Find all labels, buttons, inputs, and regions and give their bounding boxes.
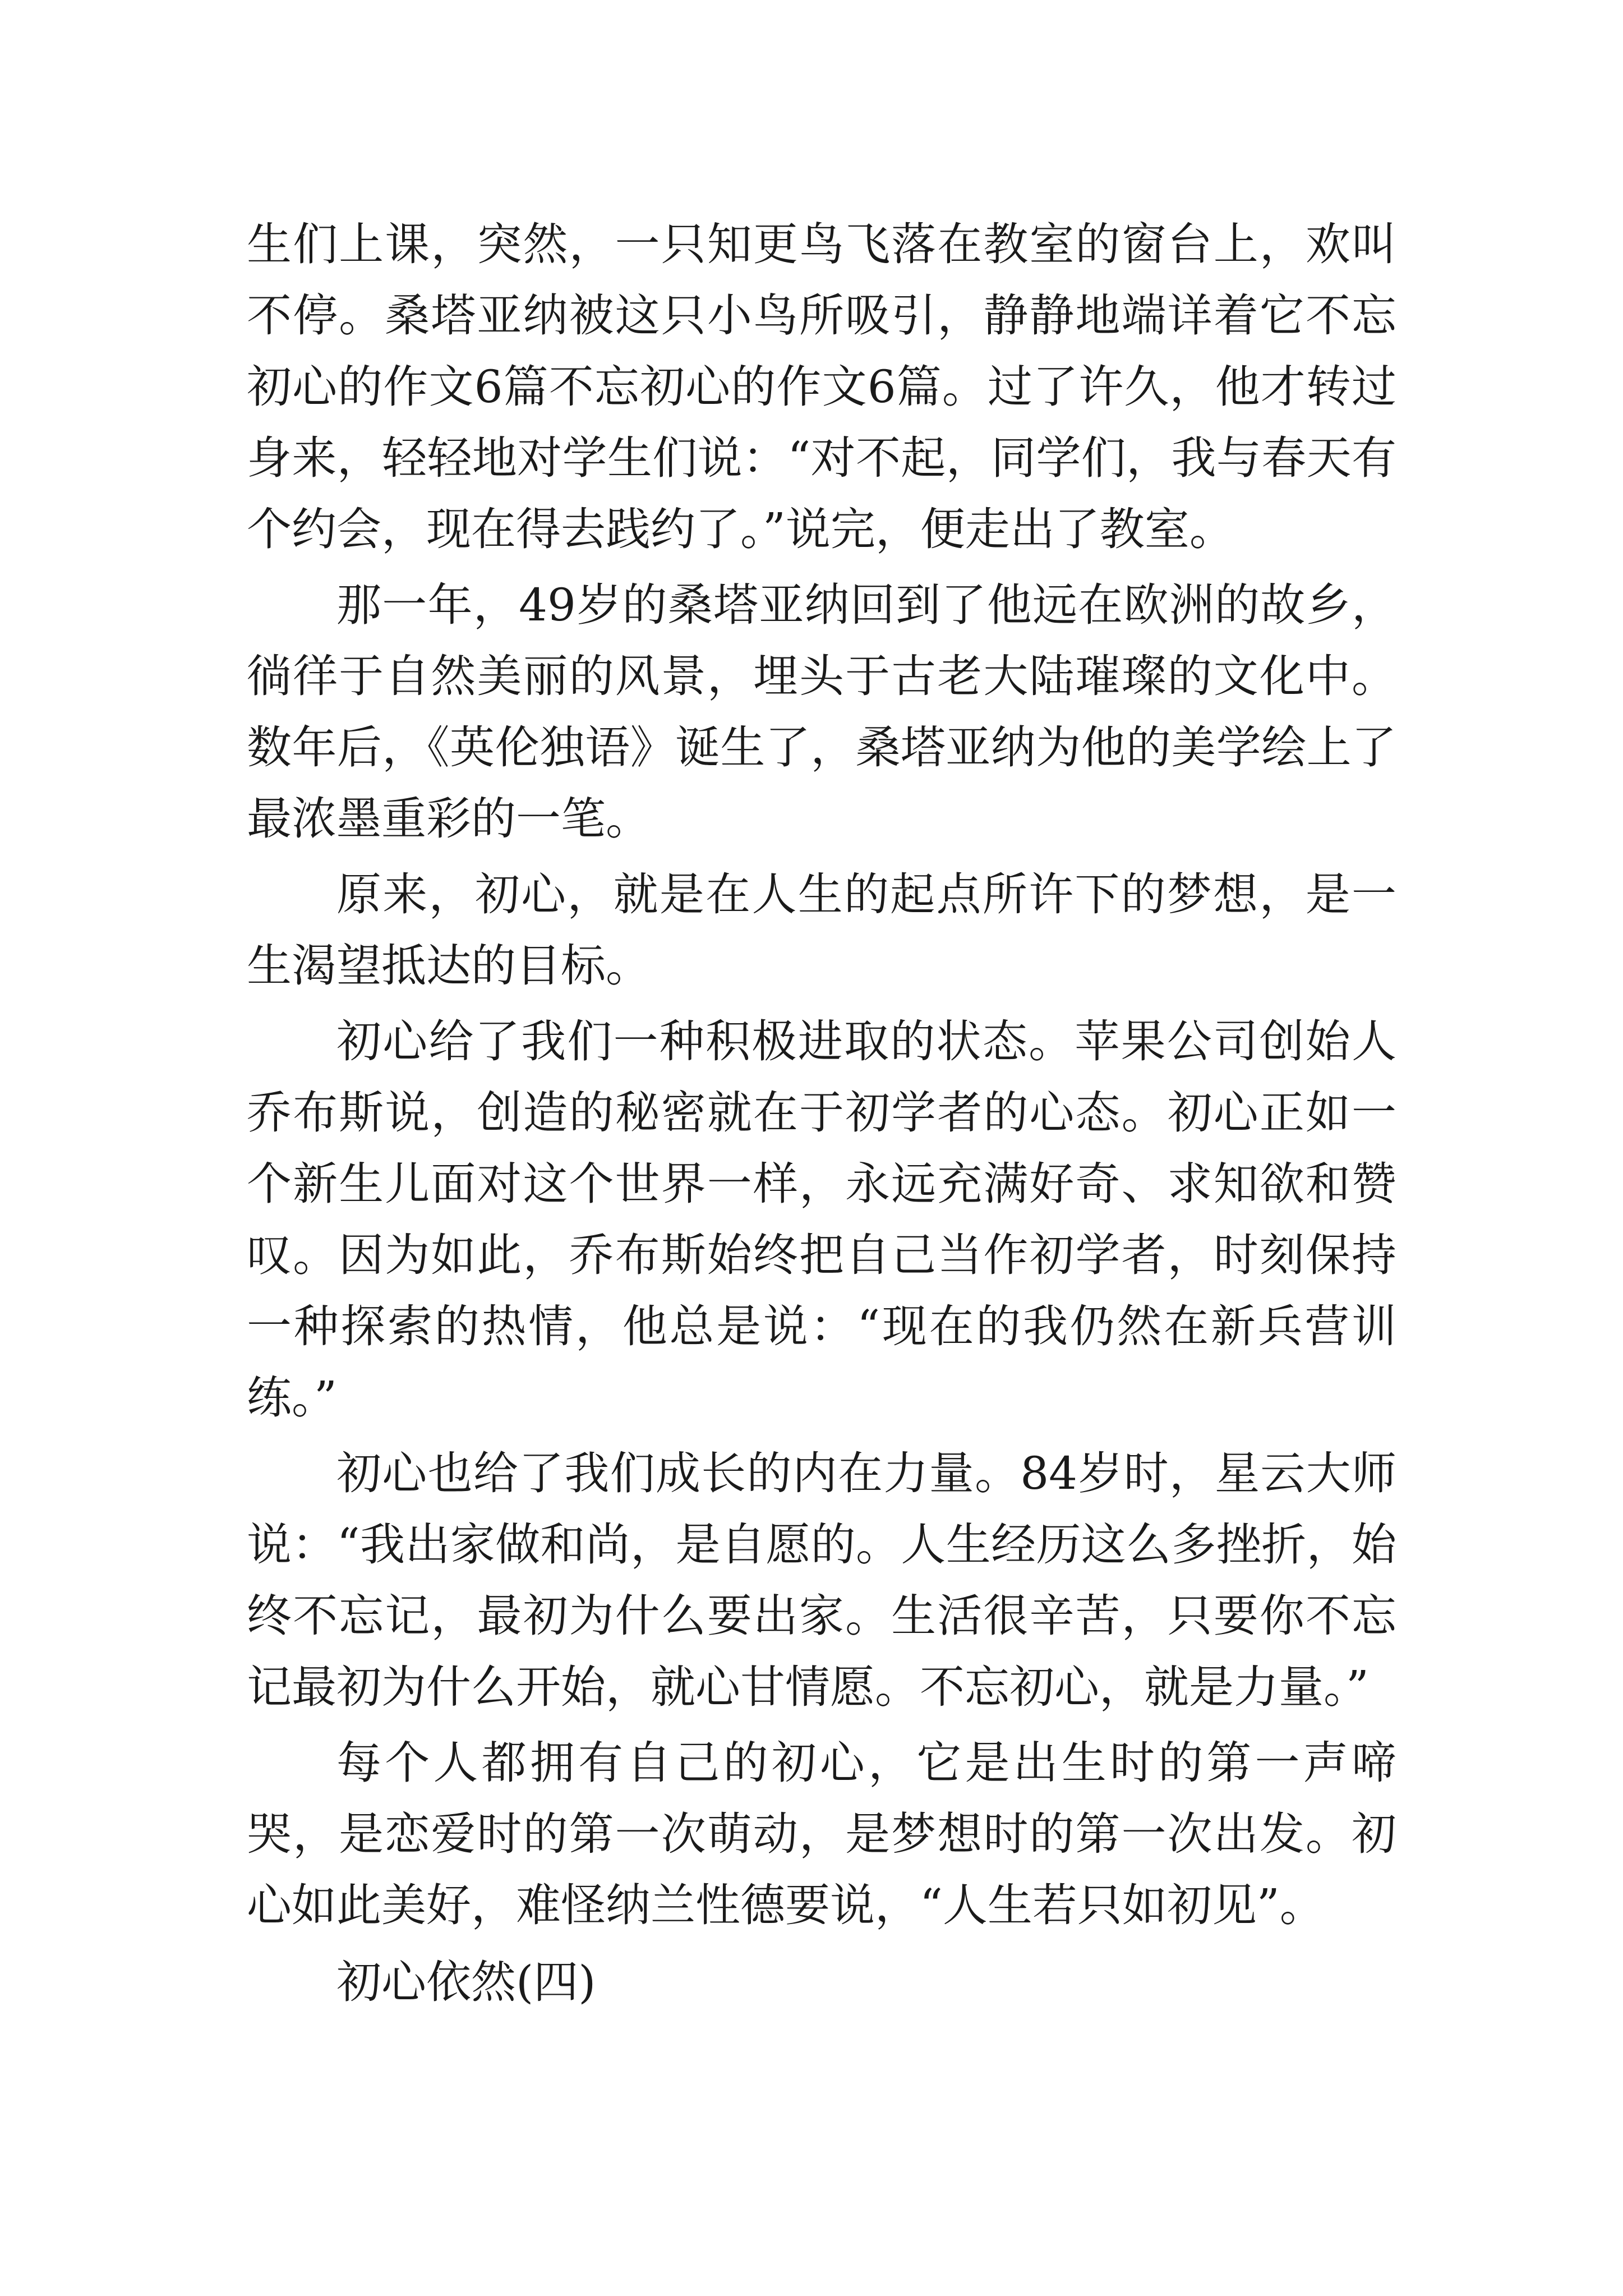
section-heading: 初心依然(四): [336, 1956, 596, 2008]
paragraph-continued: 生们上课，突然，一只知更鸟飞落在教室的窗台上，欢叫不停。桑塔亚纳被这只小鸟所吸引，静静地端详着它不忘初心的作文6篇不忘初心的作文6篇。过了许久，他才转过身来，轻轻地对学生们说：“对不起，同学们，我与春天有个约会，现在得去践约了。”说完，便走出了教室。: [247, 218, 1396, 555]
paragraph: 初心也给了我们成长的内在力量。84岁时，星云大师说：“我出家做和尚，是自愿的。人生经历这么多挫折，始终不忘记，最初为什么要出家。生活很辛苦，只要你不忘记最初为什么开始，就心甘情愿。不忘初心，就是力量。”: [247, 1447, 1396, 1713]
paragraph: 那一年，49岁的桑塔亚纳回到了他远在欧洲的故乡，徜徉于自然美丽的风景，埋头于古老大陆璀璨的文化中。数年后，《英伦独语》诞生了，桑塔亚纳为他的美学绘上了最浓墨重彩的一笔。: [247, 579, 1396, 845]
paragraph: 初心给了我们一种积极进取的状态。苹果公司创始人乔布斯说，创造的秘密就在于初学者的心态。初心正如一个新生儿面对这个世界一样，永远充满好奇、求知欲和赞叹。因为如此，乔布斯始终把自己当作初学者，时刻保持一种探索的热情，他总是说：“现在的我仍然在新兵营训练。”: [247, 1015, 1396, 1424]
paragraph: 原来，初心，就是在人生的起点所许下的梦想，是一生渴望抵达的目标。: [247, 868, 1396, 992]
document-body: [247, 209, 1396, 2022]
paragraph: 每个人都拥有自己的初心，它是出生时的第一声啼哭，是恋爱时的第一次萌动，是梦想时的第一次出发。初心如此美好，难怪纳兰性德要说，“人生若只如初见”。: [247, 1737, 1396, 1931]
